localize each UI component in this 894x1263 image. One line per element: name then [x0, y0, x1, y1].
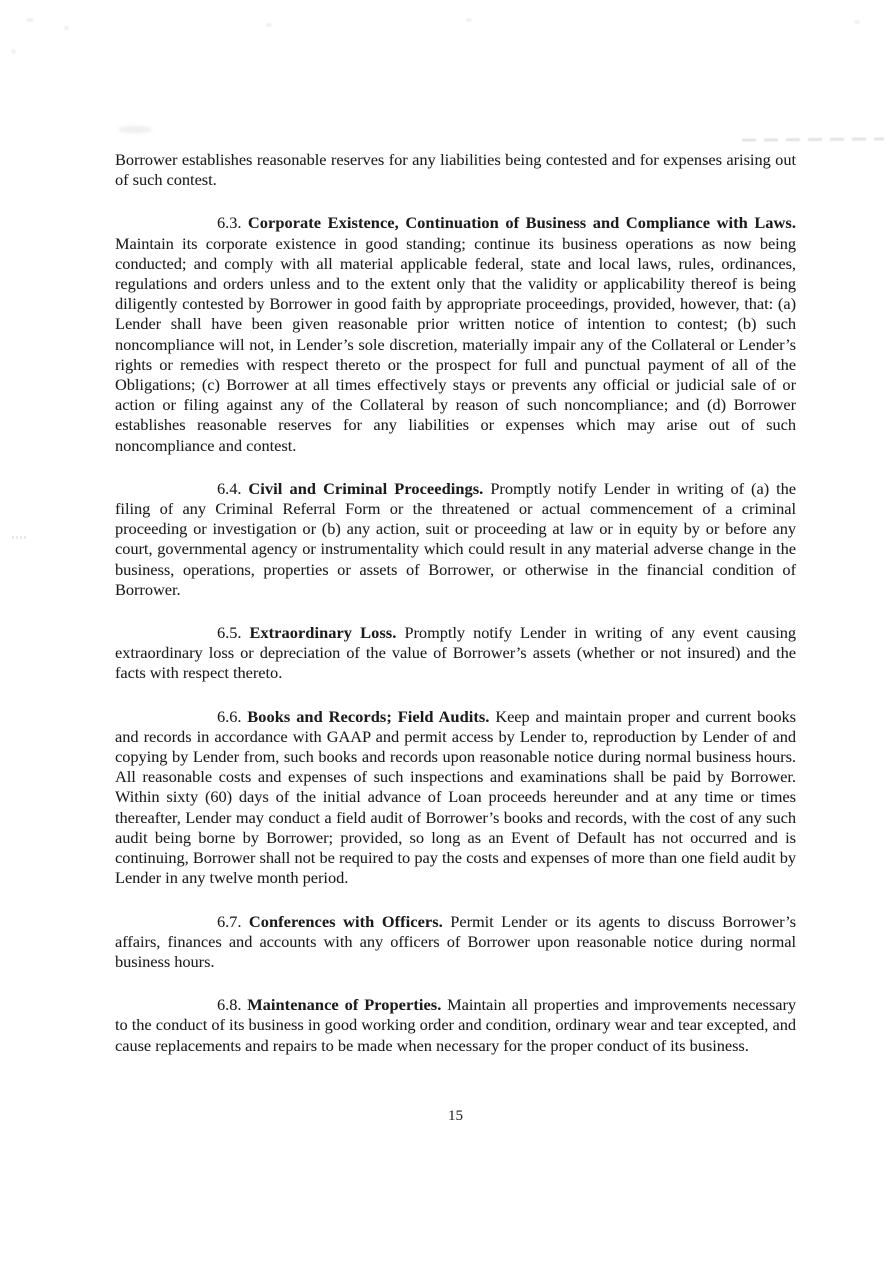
section-6-4	[115, 479, 796, 600]
section-title: Extraordinary Loss.	[249, 623, 397, 643]
section-6-7	[115, 912, 796, 973]
section-body: Maintain its corporate existence in good standing; continue its business operations as now being conducted; and comply with all material applicable federal, state and local laws, rules, ordinances, regulations and orders unless and to the extent only that the validity or applicability thereof is being diligently contested by Borrower in good faith by appropriate proceedings, provided, however, that: (a) Lender shall have been given reasonable prior written notice of intention to contest; (b) such noncompliance will not, in Lender’s sole discretion, materially impair any of the Collateral or Lender’s rights or remedies with respect thereto or the prospect for full and punctual payment of all of the Obligations; (c) Borrower at all times effectively stays or prevents any official or judicial sale of or action or filing against any of the Collateral by reason of such noncompliance; and (d) Borrower establishes reasonable reserves for any liabilities or expenses which may arise out of such noncompliance and contest.	[115, 233, 796, 455]
section-title: Books and Records; Field Audits.	[247, 706, 490, 726]
section-number: 6.5.	[217, 623, 242, 643]
section-number: 6.8.	[217, 995, 242, 1015]
scan-speck	[11, 49, 16, 54]
scan-speck	[64, 26, 69, 30]
section-number: 6.7.	[217, 911, 242, 931]
section-title: Civil and Criminal Proceedings.	[248, 478, 484, 498]
scan-dots	[12, 536, 26, 539]
section-6-8	[115, 995, 796, 1056]
scan-speck	[266, 23, 272, 27]
section-number: 6.6.	[217, 706, 242, 726]
scan-speck	[26, 18, 34, 22]
section-6-5	[115, 623, 796, 684]
section-6-3	[115, 213, 796, 455]
section-body: Maintain all properties and improvements necessary to the conduct of its business in good working order and condition, ordinary wear and tear excepted, and cause replacements and repairs to be made when necessary for the proper conduct of its business.	[115, 995, 797, 1055]
section-body: Promptly notify Lender in writing of any event causing extraordinary loss or depreciation of the value of Borrower’s assets (whether or not insured) and the facts with respect thereto.	[115, 623, 796, 683]
section-number: 6.4.	[217, 478, 242, 498]
section-body: Permit Lender or its agents to discuss Borrower’s affairs, finances and accounts with any officers of Borrower upon reasonable notice during normal business hours.	[115, 911, 797, 971]
scan-smudge	[118, 126, 152, 133]
section-body: Keep and maintain proper and current books and records in accordance with GAAP and permit access by Lender to, reproduction by Lender of and copying by Lender from, such books and records upon reasonable notice during normal business hours. All reasonable costs and expenses of such inspections and examinations shall be paid by Borrower. Within sixty (60) days of the initial advance of Loan proceeds hereunder and at any time or times thereafter, Lender may conduct a field audit of Borrower’s books and records, with the cost of any such audit being borne by Borrower; provided, so long as an Event of Default has not occurred and is continuing, Borrower shall not be required to pay the costs and expenses of more than one field audit by Lender in any twelve month period.	[115, 706, 797, 888]
document-body	[115, 150, 796, 1056]
section-title: Maintenance of Properties.	[247, 995, 442, 1015]
scan-speck	[466, 18, 472, 22]
scan-speck	[854, 20, 860, 24]
scan-scratch	[742, 137, 884, 141]
page-number: 15	[448, 1108, 463, 1124]
section-title: Corporate Existence, Continuation of Business and Compliance with Laws.	[247, 213, 797, 233]
section-body: Promptly notify Lender in writing of (a) the filing of any Criminal Referral Form or the threatened or actual commencement of a criminal proceeding or investigation or (b) any action, suit or proceeding at law or in equity by or before any court, governmental agency or instrumentality which could result in any material adverse change in the business, operations, properties or assets of Borrower, or otherwise in the financial condition of Borrower.	[115, 478, 796, 599]
section-title: Conferences with Officers.	[248, 911, 443, 931]
section-6-6	[115, 707, 796, 889]
intro-paragraph: Borrower establishes reasonable reserves for any liabilities being contested and for expenses arising out of such contest.	[115, 150, 796, 190]
section-number: 6.3.	[217, 213, 242, 233]
